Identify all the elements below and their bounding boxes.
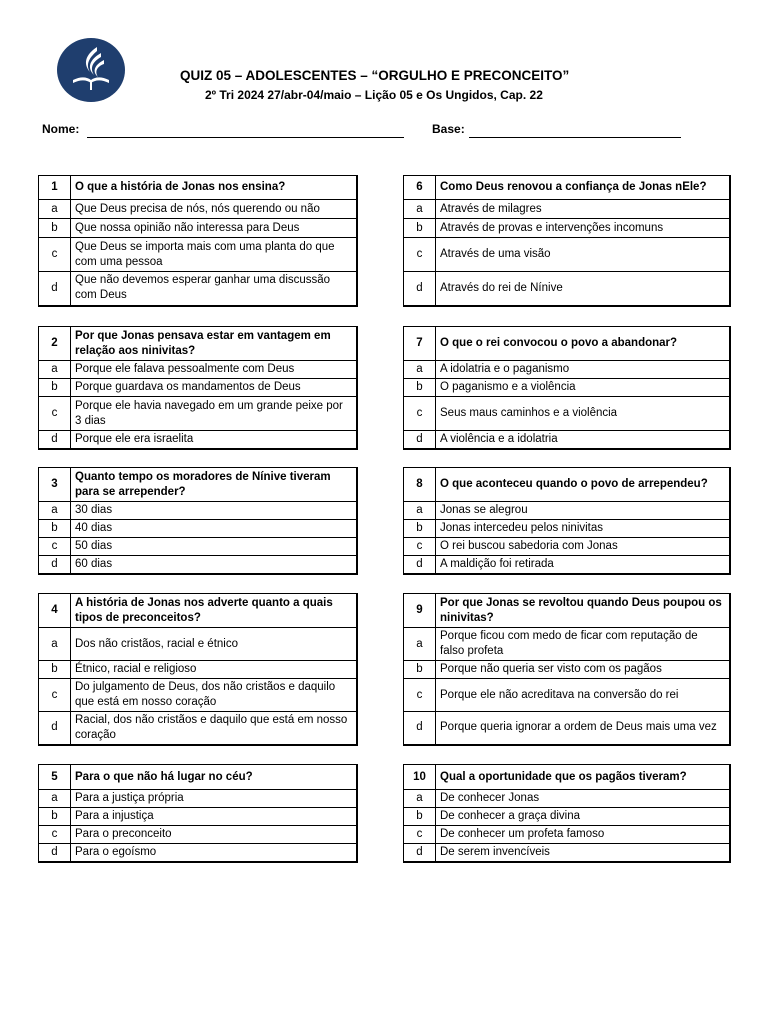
question-number: 9 [404,594,436,628]
option-letter: a [39,361,71,379]
option-letter: b [404,808,436,826]
question-number: 6 [404,176,436,200]
option-text[interactable]: A idolatria e o paganismo [436,361,731,379]
option-text[interactable]: Para a justiça própria [71,790,358,808]
option-text[interactable]: 40 dias [71,520,358,538]
option-text[interactable]: Porque ele falava pessoalmente com Deus [71,361,358,379]
option-text[interactable]: Através de provas e intervenções incomuns [436,219,731,238]
option-letter: a [39,790,71,808]
option-letter: c [404,538,436,556]
option-letter: a [404,200,436,219]
name-label: Nome: [42,122,80,136]
question-text: Por que Jonas se revoltou quando Deus poupou os ninivitas? [436,594,731,628]
option-text[interactable]: De conhecer Jonas [436,790,731,808]
option-text[interactable]: De serem invencíveis [436,844,731,862]
option-letter: c [39,826,71,844]
option-text[interactable]: Étnico, racial e religioso [71,661,358,679]
option-letter: a [39,200,71,219]
question-5-table [38,764,358,863]
option-text[interactable]: 50 dias [71,538,358,556]
option-letter: a [404,361,436,379]
question-text: Por que Jonas pensava estar em vantagem em relação aos ninivitas? [71,327,358,361]
question-text: Como Deus renovou a confiança de Jonas nEle? [436,176,731,200]
option-letter: a [39,502,71,520]
question-number: 10 [404,765,436,790]
question-text: A história de Jonas nos adverte quanto a quais tipos de preconceitos? [71,594,358,628]
option-letter: b [39,379,71,397]
option-text[interactable]: Que Deus se importa mais com uma planta do que com uma pessoa [71,238,358,272]
option-text[interactable]: 60 dias [71,556,358,574]
option-text[interactable]: De conhecer um profeta famoso [436,826,731,844]
question-number: 8 [404,468,436,502]
option-text[interactable]: Porque ele havia navegado em um grande peixe por 3 dias [71,397,358,431]
option-text[interactable]: Que não devemos esperar ganhar uma discussão com Deus [71,272,358,306]
question-2-table [38,326,358,450]
option-letter: c [404,238,436,272]
option-letter: c [404,826,436,844]
option-text[interactable]: Através de milagres [436,200,731,219]
question-number: 2 [39,327,71,361]
option-letter: d [39,431,71,449]
page-subtitle: 2º Tri 2024 27/abr-04/maio – Lição 05 e Os Ungidos, Cap. 22 [205,88,543,102]
question-6-table [403,175,731,307]
option-letter: d [404,844,436,862]
question-text: Quanto tempo os moradores de Nínive tiveram para se arrepender? [71,468,358,502]
question-7-table [403,326,731,450]
name-field[interactable] [87,137,404,138]
option-letter: a [404,628,436,661]
question-10-table [403,764,731,863]
option-letter: c [39,538,71,556]
option-text[interactable]: De conhecer a graça divina [436,808,731,826]
option-text[interactable]: Porque queria ignorar a ordem de Deus mais uma vez [436,712,731,745]
option-letter: d [39,272,71,306]
question-number: 4 [39,594,71,628]
option-letter: d [39,844,71,862]
option-letter: c [39,397,71,431]
option-text[interactable]: Para a injustiça [71,808,358,826]
option-text[interactable]: Para o egoísmo [71,844,358,862]
option-text[interactable]: Que Deus precisa de nós, nós querendo ou não [71,200,358,219]
option-text[interactable]: Porque não queria ser visto com os pagãos [436,661,731,679]
question-4-table [38,593,358,746]
option-text[interactable]: Seus maus caminhos e a violência [436,397,731,431]
option-letter: d [39,712,71,745]
question-number: 5 [39,765,71,790]
question-number: 1 [39,176,71,200]
option-letter: b [39,661,71,679]
question-number: 7 [404,327,436,361]
option-text[interactable]: Porque ele não acreditava na conversão do rei [436,679,731,712]
option-text[interactable]: A violência e a idolatria [436,431,731,449]
base-label: Base: [432,122,465,136]
option-letter: d [404,272,436,306]
adventist-flame-bible-logo-icon [57,38,125,102]
option-text[interactable]: Porque ele era israelita [71,431,358,449]
option-text[interactable]: Dos não cristãos, racial e étnico [71,628,358,661]
question-8-table [403,467,731,575]
option-text[interactable]: Através de uma visão [436,238,731,272]
option-letter: a [404,502,436,520]
option-letter: c [404,397,436,431]
option-letter: d [404,556,436,574]
option-letter: b [39,520,71,538]
option-letter: b [404,661,436,679]
question-1-table [38,175,358,307]
option-letter: a [39,628,71,661]
option-text[interactable]: Através do rei de Nínive [436,272,731,306]
option-text[interactable]: O paganismo e a violência [436,379,731,397]
option-text[interactable]: A maldição foi retirada [436,556,731,574]
option-text[interactable]: Do julgamento de Deus, dos não cristãos e daquilo que está em nosso coração [71,679,358,712]
question-text: O que a história de Jonas nos ensina? [71,176,358,200]
question-text: O que o rei convocou o povo a abandonar? [436,327,731,361]
option-text[interactable]: Porque guardava os mandamentos de Deus [71,379,358,397]
option-text[interactable]: 30 dias [71,502,358,520]
option-letter: c [39,679,71,712]
base-field[interactable] [469,137,681,138]
question-text: O que aconteceu quando o povo de arrependeu? [436,468,731,502]
option-text[interactable]: O rei buscou sabedoria com Jonas [436,538,731,556]
option-text[interactable]: Jonas se alegrou [436,502,731,520]
option-letter: d [404,431,436,449]
option-letter: d [39,556,71,574]
option-text[interactable]: Racial, dos não cristãos e daquilo que está em nosso coração [71,712,358,745]
option-letter: c [404,679,436,712]
option-letter: b [404,520,436,538]
option-letter: b [39,219,71,238]
option-text[interactable]: Que nossa opinião não interessa para Deus [71,219,358,238]
option-text[interactable]: Porque ficou com medo de ficar com reputação de falso profeta [436,628,731,661]
question-9-table [403,593,731,746]
question-text: Qual a oportunidade que os pagãos tiveram? [436,765,731,790]
option-letter: b [404,219,436,238]
option-letter: d [404,712,436,745]
question-text: Para o que não há lugar no céu? [71,765,358,790]
option-letter: c [39,238,71,272]
option-letter: a [404,790,436,808]
question-3-table [38,467,358,575]
page-title: QUIZ 05 – ADOLESCENTES – “ORGULHO E PRECONCEITO” [180,68,570,83]
option-text[interactable]: Jonas intercedeu pelos ninivitas [436,520,731,538]
option-letter: b [39,808,71,826]
question-number: 3 [39,468,71,502]
option-letter: b [404,379,436,397]
option-text[interactable]: Para o preconceito [71,826,358,844]
